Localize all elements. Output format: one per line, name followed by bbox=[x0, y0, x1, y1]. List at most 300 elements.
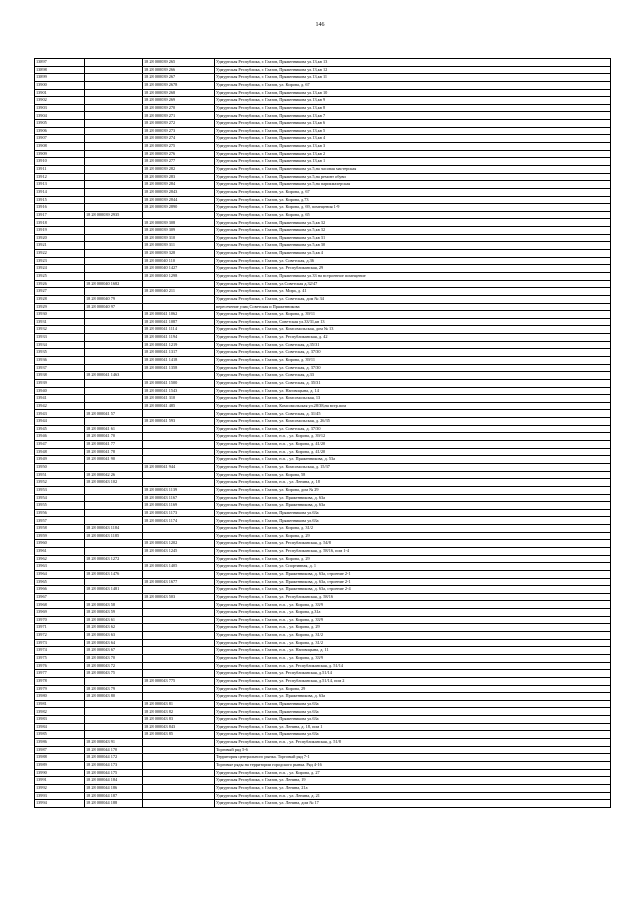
cadastral-number-cell: 18 28 000043 102 bbox=[85, 479, 143, 487]
cadastral-number-cell bbox=[85, 517, 143, 525]
address-cell: Удмуртская Республика, г. Глазов, н.п. , ул. Кирова, д. 33/9 bbox=[215, 654, 611, 662]
table-row bbox=[35, 769, 611, 777]
row-number-cell: 13908 bbox=[35, 143, 85, 151]
address-cell: Удмуртская Республика, г. Глазов, ул. Кирова, 58 bbox=[215, 471, 611, 479]
cadastral-number-alt-cell: 18 28 000039 277 bbox=[143, 158, 215, 166]
row-number-cell: 13979 bbox=[35, 685, 85, 693]
cadastral-number-cell: 18 28 000044 173 bbox=[85, 761, 143, 769]
address-cell: Удмуртская Республика, г. Глазов, ул. Советская, д.35/31 bbox=[215, 341, 611, 349]
cadastral-number-alt-cell: 18 28 000039 2844 bbox=[143, 196, 215, 204]
address-cell: Удмуртская Республика, г. Глазов, Пряженникова ул.13,кв 6 bbox=[215, 120, 611, 128]
table-row bbox=[35, 150, 611, 158]
table-row bbox=[35, 525, 611, 533]
cadastral-number-alt-cell: 18 28 000039 268 bbox=[143, 89, 215, 97]
cadastral-number-alt-cell bbox=[143, 654, 215, 662]
table-row bbox=[35, 593, 611, 601]
table-row bbox=[35, 250, 611, 258]
address-cell: Удмуртская Республика, г. Глазов, Пряженникова ул.13,кв 10 bbox=[215, 89, 611, 97]
address-cell: Удмуртская Республика, г. Глазов, Пряженникова ул.5,на ремонт обуви bbox=[215, 173, 611, 181]
address-cell: Удмуртская Республика, г. Глазов, ул. Ленина, дом № 17 bbox=[215, 800, 611, 808]
cadastral-number-cell bbox=[85, 234, 143, 242]
row-number-cell: 13938 bbox=[35, 372, 85, 380]
cadastral-number-cell: 18 28 000041 1463 bbox=[85, 372, 143, 380]
cadastral-number-cell: 18 28 000043 1184 bbox=[85, 525, 143, 533]
row-number-cell: 13968 bbox=[35, 601, 85, 609]
table-row bbox=[35, 356, 611, 364]
table-row bbox=[35, 66, 611, 74]
cadastral-number-alt-cell: 18 28 000039 311 bbox=[143, 242, 215, 250]
row-number-cell: 13899 bbox=[35, 74, 85, 82]
address-cell: Удмуртская Республика, г. Глазов, Пряженникова ул.13,кв 3 bbox=[215, 143, 611, 151]
cadastral-number-cell bbox=[85, 59, 143, 67]
cadastral-number-cell bbox=[85, 341, 143, 349]
cadastral-number-cell: 18 28 000039 2935 bbox=[85, 211, 143, 219]
table-row bbox=[35, 739, 611, 747]
address-cell: Удмуртская Республика, г. Глазов, ул. Республиканская, д. 42 bbox=[215, 334, 611, 342]
table-row bbox=[35, 97, 611, 105]
table-row bbox=[35, 127, 611, 135]
table-row bbox=[35, 104, 611, 112]
table-row bbox=[35, 723, 611, 731]
cadastral-number-cell bbox=[85, 494, 143, 502]
cadastral-number-cell: 18 28 000043 91 bbox=[85, 739, 143, 747]
cadastral-number-cell bbox=[85, 112, 143, 120]
cadastral-number-cell: 18 28 000044 175 bbox=[85, 769, 143, 777]
cadastral-number-alt-cell: 18 28 000043 1245 bbox=[143, 548, 215, 556]
table-row bbox=[35, 540, 611, 548]
table-row bbox=[35, 81, 611, 89]
row-number-cell: 13917 bbox=[35, 211, 85, 219]
table-row bbox=[35, 326, 611, 334]
cadastral-number-alt-cell: 18 28 000043 83 bbox=[143, 716, 215, 724]
cadastral-number-cell: 18 28 000044 170 bbox=[85, 746, 143, 754]
address-cell: Удмуртская Республика, г. Глазов, ул. Кирова, д.73 bbox=[215, 196, 611, 204]
address-cell: Удмуртская Республика, г. Глазов, н.п. , ул. Республиканская, д. 51/8 bbox=[215, 739, 611, 747]
address-cell: Удмуртская Республика, г. Глазов, н.п. , ул. Кирова, д. 31/2 bbox=[215, 639, 611, 647]
row-number-cell: 13913 bbox=[35, 181, 85, 189]
row-number-cell: 13923 bbox=[35, 257, 85, 265]
cadastral-number-alt-cell bbox=[143, 525, 215, 533]
cadastral-number-alt-cell: 18 28 000039 284 bbox=[143, 181, 215, 189]
cadastral-number-cell: 18 28 000043 70 bbox=[85, 654, 143, 662]
table-row bbox=[35, 74, 611, 82]
cadastral-number-alt-cell: 18 28 000040 110 bbox=[143, 257, 215, 265]
cadastral-number-cell bbox=[85, 272, 143, 280]
address-cell: Удмуртская Республика, г. Глазов, н.п. , ул. Ленина, д. 21 bbox=[215, 792, 611, 800]
cadastral-number-alt-cell: 18 28 000039 2843 bbox=[143, 188, 215, 196]
address-cell: Удмуртская Республика, г. Глазов, ул. Кирова, д. 39/11 bbox=[215, 311, 611, 319]
cadastral-number-alt-cell bbox=[143, 693, 215, 701]
address-cell: Удмуртская Республика, г. Глазов, ул. Ленина, 21а bbox=[215, 784, 611, 792]
address-cell: Удмуртская Республика, г. Глазов, ул. Кирова, дом № 29 bbox=[215, 486, 611, 494]
table-row bbox=[35, 471, 611, 479]
address-cell: Удмуртская Республика, г. Глазов, ул. Пряженникова, д. 63а, строение 2-1 bbox=[215, 570, 611, 578]
cadastral-number-alt-cell bbox=[143, 685, 215, 693]
address-cell: Удмуртская Республика, г. Глазов, ул. Советская, д. 35/31 bbox=[215, 379, 611, 387]
table-row bbox=[35, 662, 611, 670]
row-number-cell: 13919 bbox=[35, 227, 85, 235]
address-cell: Удмуртская Республика, г. Глазов, Пряженникова ул.63а bbox=[215, 517, 611, 525]
row-number-cell: 13987 bbox=[35, 746, 85, 754]
cadastral-number-alt-cell bbox=[143, 739, 215, 747]
cadastral-number-cell: 18 28 000041 61 bbox=[85, 425, 143, 433]
row-number-cell: 13985 bbox=[35, 731, 85, 739]
address-cell: Удмуртская Республика, г. Глазов, ул. Пряженникова, д. 63а bbox=[215, 494, 611, 502]
row-number-cell: 13951 bbox=[35, 471, 85, 479]
table-row bbox=[35, 548, 611, 556]
cadastral-number-alt-cell: 18 28 000039 310 bbox=[143, 234, 215, 242]
table-row bbox=[35, 181, 611, 189]
row-number-cell: 13973 bbox=[35, 639, 85, 647]
cadastral-number-cell bbox=[85, 731, 143, 739]
address-cell: Удмуртская Республика, г. Глазов, Пряженникова ул.5,на парикмахерская bbox=[215, 181, 611, 189]
cadastral-number-cell bbox=[85, 578, 143, 586]
table-row bbox=[35, 410, 611, 418]
address-cell: Удмуртская Республика, г. Глазов, Пряженникова ул.63а bbox=[215, 509, 611, 517]
cadastral-number-cell bbox=[85, 242, 143, 250]
row-number-cell: 13911 bbox=[35, 165, 85, 173]
cadastral-number-alt-cell bbox=[143, 754, 215, 762]
cadastral-number-cell bbox=[85, 326, 143, 334]
address-cell: Удмуртская Республика, г. Глазов, ул. Советская, д. 31/45 bbox=[215, 410, 611, 418]
cadastral-number-alt-cell bbox=[143, 410, 215, 418]
cadastral-number-cell bbox=[85, 563, 143, 571]
cadastral-number-alt-cell bbox=[143, 303, 215, 311]
table-row bbox=[35, 387, 611, 395]
cadastral-number-alt-cell: 18 28 000041 1194 bbox=[143, 334, 215, 342]
cadastral-number-alt-cell: 18 28 000043 1169 bbox=[143, 502, 215, 510]
cadastral-number-cell: 18 28 000044 188 bbox=[85, 800, 143, 808]
address-cell: Удмуртская Республика, г. Глазов, Пряженникова ул.13,кв 9 bbox=[215, 97, 611, 105]
cadastral-number-alt-cell: 18 28 000039 2678 bbox=[143, 81, 215, 89]
cadastral-number-cell: 18 28 000043 1481 bbox=[85, 586, 143, 594]
address-cell: Торговый ряд 5-6 bbox=[215, 746, 611, 754]
cadastral-number-alt-cell bbox=[143, 425, 215, 433]
table-row bbox=[35, 639, 611, 647]
cadastral-number-alt-cell: 18 28 000041 944 bbox=[143, 463, 215, 471]
address-cell: Удмуртская Республика, г. Глазов, ул. Комсомольская, д. 15/37 bbox=[215, 463, 611, 471]
table-row bbox=[35, 693, 611, 701]
cadastral-number-alt-cell: 18 28 000039 308 bbox=[143, 219, 215, 227]
cadastral-number-cell: 18 28 000041 77 bbox=[85, 441, 143, 449]
cadastral-number-alt-cell: 18 28 000041 1219 bbox=[143, 341, 215, 349]
row-number-cell: 13940 bbox=[35, 387, 85, 395]
cadastral-number-cell bbox=[85, 402, 143, 410]
address-cell: Удмуртская Республика, г. Глазов, ул. Советская, д. 37/30 bbox=[215, 349, 611, 357]
row-number-cell: 13905 bbox=[35, 120, 85, 128]
address-cell: Удмуртская Республика, г. Глазов, ул. Кирова, д. 67 bbox=[215, 188, 611, 196]
cadastral-number-alt-cell: 18 28 000041 1358 bbox=[143, 364, 215, 372]
address-cell: Территория центрального рынка. Торговый ряд 7-1 bbox=[215, 754, 611, 762]
cadastral-number-alt-cell bbox=[143, 586, 215, 594]
cadastral-number-alt-cell bbox=[143, 769, 215, 777]
register-table-body bbox=[35, 59, 611, 808]
table-row bbox=[35, 395, 611, 403]
address-cell: пересечение улиц Советская и Пряженникова bbox=[215, 303, 611, 311]
cadastral-number-cell bbox=[85, 74, 143, 82]
cadastral-number-alt-cell: 18 28 000039 309 bbox=[143, 227, 215, 235]
row-number-cell: 13916 bbox=[35, 204, 85, 212]
address-cell: Удмуртская Республика, г. Глазов, н.п. , ул. Кирова, д. 31/2 bbox=[215, 632, 611, 640]
row-number-cell: 13983 bbox=[35, 716, 85, 724]
cadastral-number-alt-cell: 18 28 000039 269 bbox=[143, 97, 215, 105]
cadastral-number-cell bbox=[85, 502, 143, 510]
address-cell: Удмуртская Республика, г. Глазов, н.п. , ул. Республиканская, д. 51/14 bbox=[215, 662, 611, 670]
table-row bbox=[35, 624, 611, 632]
cadastral-number-cell bbox=[85, 509, 143, 517]
cadastral-number-cell bbox=[85, 127, 143, 135]
cadastral-number-alt-cell bbox=[143, 448, 215, 456]
row-number-cell: 13936 bbox=[35, 356, 85, 364]
table-row bbox=[35, 303, 611, 311]
address-cell: Удмуртская Республика, г. Глазов, Пряженникова ул.13,кв 11 bbox=[215, 74, 611, 82]
address-cell: Торговые ряды на территории городского рынка. Ряд 4-16 bbox=[215, 761, 611, 769]
address-cell: Удмуртская Республика, г. Глазов, ул. Ленина, 19 bbox=[215, 777, 611, 785]
cadastral-number-cell: 18 28 000043 58 bbox=[85, 601, 143, 609]
cadastral-number-cell bbox=[85, 379, 143, 387]
table-row bbox=[35, 318, 611, 326]
table-row bbox=[35, 746, 611, 754]
address-cell: Удмуртская Республика, г. Глазов, Пряженникова ул.13,кв 12 bbox=[215, 66, 611, 74]
table-row bbox=[35, 227, 611, 235]
address-cell: Удмуртская Республика, г. Глазов, ул. Ленина, д. 18, пом 1 bbox=[215, 723, 611, 731]
table-row bbox=[35, 242, 611, 250]
table-row bbox=[35, 479, 611, 487]
row-number-cell: 13912 bbox=[35, 173, 85, 181]
cadastral-number-cell bbox=[85, 97, 143, 105]
cadastral-number-cell bbox=[85, 219, 143, 227]
cadastral-number-alt-cell bbox=[143, 746, 215, 754]
cadastral-number-alt-cell bbox=[143, 479, 215, 487]
cadastral-number-alt-cell: 18 28 000043 1139 bbox=[143, 486, 215, 494]
cadastral-number-cell: 18 28 000043 79 bbox=[85, 685, 143, 693]
address-cell: Удмуртская Республика, г. Глазов, н.п. , ул. Кирова, д. 27 bbox=[215, 769, 611, 777]
address-cell: Удмуртская Республика, г. Глазов, ул. Советская, д.36 bbox=[215, 257, 611, 265]
row-number-cell: 13974 bbox=[35, 647, 85, 655]
cadastral-number-alt-cell: 18 28 000041 1418 bbox=[143, 356, 215, 364]
row-number-cell: 13924 bbox=[35, 265, 85, 273]
address-cell: Удмуртская Республика, г. Глазов, ул. Наговицына, д. 14 bbox=[215, 387, 611, 395]
cadastral-number-cell bbox=[85, 716, 143, 724]
row-number-cell: 13903 bbox=[35, 104, 85, 112]
cadastral-number-cell: 18 28 000043 64 bbox=[85, 639, 143, 647]
table-row bbox=[35, 532, 611, 540]
table-row bbox=[35, 349, 611, 357]
table-row bbox=[35, 265, 611, 273]
row-number-cell: 13966 bbox=[35, 586, 85, 594]
page-number: 146 bbox=[315, 22, 325, 28]
cadastral-number-alt-cell: 18 28 000040 1298 bbox=[143, 272, 215, 280]
address-cell: Удмуртская Республика, г. Глазов, Пряженникова ул.5,на часовая мастерская bbox=[215, 165, 611, 173]
row-number-cell: 13941 bbox=[35, 395, 85, 403]
row-number-cell: 13972 bbox=[35, 632, 85, 640]
address-cell: Удмуртская Республика, г. Глазов, Пряженникова ул.13,кв 1 bbox=[215, 158, 611, 166]
row-number-cell: 13967 bbox=[35, 593, 85, 601]
row-number-cell: 13947 bbox=[35, 441, 85, 449]
row-number-cell: 13939 bbox=[35, 379, 85, 387]
cadastral-number-cell bbox=[85, 150, 143, 158]
row-number-cell: 13927 bbox=[35, 288, 85, 296]
cadastral-number-alt-cell: 18 28 000043 775 bbox=[143, 677, 215, 685]
address-cell: Удмуртская Республика, г. Глазов, Пряженникова ул.33 на встроенное помещение bbox=[215, 272, 611, 280]
address-cell: Удмуртская Республика, г. Глазов, ул. Кирова, д. 29 bbox=[215, 555, 611, 563]
cadastral-number-cell bbox=[85, 265, 143, 273]
table-row bbox=[35, 120, 611, 128]
address-cell: Удмуртская Республика, г. Глазов, Пряженникова ул.63а bbox=[215, 708, 611, 716]
cadastral-number-alt-cell: 18 28 000041 1317 bbox=[143, 349, 215, 357]
address-cell: Удмуртская Республика, г. Глазов, ул. Кирова, 29 bbox=[215, 685, 611, 693]
row-number-cell: 13922 bbox=[35, 250, 85, 258]
table-row bbox=[35, 211, 611, 219]
cadastral-number-cell bbox=[85, 418, 143, 426]
address-cell: Удмуртская Республика, г. Глазов, ул. Советская, д. 37/30 bbox=[215, 364, 611, 372]
cadastral-number-alt-cell: 18 28 000041 593 bbox=[143, 418, 215, 426]
cadastral-number-cell bbox=[85, 250, 143, 258]
row-number-cell: 13932 bbox=[35, 326, 85, 334]
row-number-cell: 13926 bbox=[35, 280, 85, 288]
address-cell: Удмуртская Республика, г. Глазов, Комсомольская ул.28/38,на встр.пом bbox=[215, 402, 611, 410]
row-number-cell: 13981 bbox=[35, 700, 85, 708]
address-cell: Удмуртская Республика, г. Глазов, ул. Республиканская, д. 58/16 bbox=[215, 593, 611, 601]
table-row bbox=[35, 257, 611, 265]
table-row bbox=[35, 448, 611, 456]
address-cell: Удмуртская Республика, г. Глазов, Пряженникова ул.63а bbox=[215, 716, 611, 724]
address-cell: Удмуртская Республика, г. Глазов, ул. Кирова, д. 69, помещения 1-9 bbox=[215, 204, 611, 212]
table-row bbox=[35, 234, 611, 242]
table-row bbox=[35, 196, 611, 204]
cadastral-number-alt-cell bbox=[143, 624, 215, 632]
cadastral-number-alt-cell: 18 28 000041 1500 bbox=[143, 379, 215, 387]
row-number-cell: 13965 bbox=[35, 578, 85, 586]
cadastral-number-alt-cell bbox=[143, 295, 215, 303]
cadastral-number-cell: 18 28 000040 79 bbox=[85, 295, 143, 303]
address-cell: Удмуртская Республика, г. Глазов, Пряженникова ул.5,кв 4 bbox=[215, 250, 611, 258]
row-number-cell: 13928 bbox=[35, 295, 85, 303]
row-number-cell: 13950 bbox=[35, 463, 85, 471]
address-cell: Удмуртская Республика, г. Глазов, н.п. , ул. Кирова, д.31а bbox=[215, 609, 611, 617]
address-cell: Удмуртская Республика, г. Глазов, ул.Советская д.32/47 bbox=[215, 280, 611, 288]
cadastral-number-cell: 18 28 000043 72 bbox=[85, 662, 143, 670]
row-number-cell: 13982 bbox=[35, 708, 85, 716]
table-row bbox=[35, 586, 611, 594]
cadastral-number-cell bbox=[85, 257, 143, 265]
address-cell: Удмуртская Республика, г. Глазов, Советская ул.33/31,кв 13 bbox=[215, 318, 611, 326]
row-number-cell: 13975 bbox=[35, 654, 85, 662]
row-number-cell: 13959 bbox=[35, 532, 85, 540]
cadastral-number-alt-cell: 18 28 000039 273 bbox=[143, 127, 215, 135]
cadastral-number-cell: 18 28 000044 172 bbox=[85, 754, 143, 762]
row-number-cell: 13990 bbox=[35, 769, 85, 777]
cadastral-number-alt-cell: 18 28 000041 1062 bbox=[143, 311, 215, 319]
cadastral-number-alt-cell: 18 28 000043 1173 bbox=[143, 509, 215, 517]
address-cell: Удмуртская Республика, г. Глазов, н.п. , ул. Кирова, д. 39/12 bbox=[215, 433, 611, 441]
cadastral-number-alt-cell: 18 28 000039 275 bbox=[143, 143, 215, 151]
address-cell: Удмуртская Республика, г. Глазов, ул. Кирова, д. 39/11 bbox=[215, 356, 611, 364]
address-cell: Удмуртская Республика, г. Глазов, Пряженникова ул.5,кв 31 bbox=[215, 234, 611, 242]
row-number-cell: 13904 bbox=[35, 112, 85, 120]
cadastral-number-cell: 18 28 000044 186 bbox=[85, 784, 143, 792]
cadastral-number-alt-cell bbox=[143, 792, 215, 800]
address-cell: Удмуртская Республика, г. Глазов, н.п. , ул. Кирова, д. 41/20 bbox=[215, 448, 611, 456]
cadastral-number-alt-cell bbox=[143, 441, 215, 449]
address-cell: Удмуртская Республика, г. Глазов, Пряженникова ул.5,кв 30 bbox=[215, 242, 611, 250]
table-row bbox=[35, 280, 611, 288]
cadastral-number-cell: 18 28 000043 75 bbox=[85, 670, 143, 678]
cadastral-number-alt-cell bbox=[143, 280, 215, 288]
address-cell: Удмуртская Республика, г. Глазов, н.п. , ул. Ленина, д. 18 bbox=[215, 479, 611, 487]
cadastral-number-alt-cell bbox=[143, 570, 215, 578]
cadastral-number-alt-cell: 18 28 000039 271 bbox=[143, 112, 215, 120]
table-row bbox=[35, 517, 611, 525]
address-cell: Удмуртская Республика, г. Глазов, Пряженникова ул.13,кв 13 bbox=[215, 59, 611, 67]
cadastral-number-cell bbox=[85, 548, 143, 556]
cadastral-number-cell bbox=[85, 188, 143, 196]
table-row bbox=[35, 112, 611, 120]
table-row bbox=[35, 555, 611, 563]
cadastral-number-alt-cell: 18 28 000039 270 bbox=[143, 104, 215, 112]
row-number-cell: 13901 bbox=[35, 89, 85, 97]
cadastral-number-cell bbox=[85, 708, 143, 716]
cadastral-number-alt-cell bbox=[143, 662, 215, 670]
row-number-cell: 13907 bbox=[35, 135, 85, 143]
cadastral-number-cell: 18 28 000040 1682 bbox=[85, 280, 143, 288]
table-row bbox=[35, 494, 611, 502]
cadastral-number-cell: 18 28 000043 67 bbox=[85, 647, 143, 655]
row-number-cell: 13931 bbox=[35, 318, 85, 326]
cadastral-number-alt-cell: 18 28 000039 266 bbox=[143, 66, 215, 74]
row-number-cell: 13970 bbox=[35, 616, 85, 624]
cadastral-number-cell bbox=[85, 700, 143, 708]
cadastral-number-alt-cell bbox=[143, 532, 215, 540]
cadastral-number-cell: 18 28 000043 62 bbox=[85, 624, 143, 632]
table-row bbox=[35, 59, 611, 67]
cadastral-number-alt-cell: 18 28 000039 2890 bbox=[143, 204, 215, 212]
cadastral-number-cell bbox=[85, 89, 143, 97]
cadastral-number-cell bbox=[85, 196, 143, 204]
address-cell: Удмуртская Республика, г. Глазов, ул. Комсомольская, 13 bbox=[215, 395, 611, 403]
cadastral-number-cell: 18 28 000043 1272 bbox=[85, 555, 143, 563]
cadastral-number-cell bbox=[85, 463, 143, 471]
cadastral-number-alt-cell: 18 28 000041 1087 bbox=[143, 318, 215, 326]
row-number-cell: 13900 bbox=[35, 81, 85, 89]
cadastral-number-cell bbox=[85, 364, 143, 372]
cadastral-number-cell bbox=[85, 66, 143, 74]
cadastral-number-cell: 18 28 000043 80 bbox=[85, 693, 143, 701]
table-row bbox=[35, 456, 611, 464]
table-row bbox=[35, 219, 611, 227]
cadastral-number-alt-cell: 18 28 000043 85 bbox=[143, 731, 215, 739]
row-number-cell: 13953 bbox=[35, 486, 85, 494]
table-row bbox=[35, 89, 611, 97]
table-row bbox=[35, 761, 611, 769]
address-cell: Удмуртская Республика, г. Глазов, ул. Пряженникова, д. 63а bbox=[215, 693, 611, 701]
row-number-cell: 13949 bbox=[35, 456, 85, 464]
address-cell: Удмуртская Республика, г. Глазов, ул. Республиканская, д. 58/16, пом 1-4 bbox=[215, 548, 611, 556]
row-number-cell: 13918 bbox=[35, 219, 85, 227]
table-row bbox=[35, 616, 611, 624]
address-cell: Удмуртская Республика, г. Глазов, н.п. , ул. Кирова, д. 41/20 bbox=[215, 441, 611, 449]
table-row bbox=[35, 578, 611, 586]
row-number-cell: 13993 bbox=[35, 792, 85, 800]
row-number-cell: 13986 bbox=[35, 739, 85, 747]
address-cell: Удмуртская Республика, г. Глазов, ул. Республиканская, д.51/14, пом 2 bbox=[215, 677, 611, 685]
row-number-cell: 13933 bbox=[35, 334, 85, 342]
table-row bbox=[35, 188, 611, 196]
row-number-cell: 13957 bbox=[35, 517, 85, 525]
cadastral-number-alt-cell bbox=[143, 211, 215, 219]
row-number-cell: 13977 bbox=[35, 670, 85, 678]
table-row bbox=[35, 654, 611, 662]
